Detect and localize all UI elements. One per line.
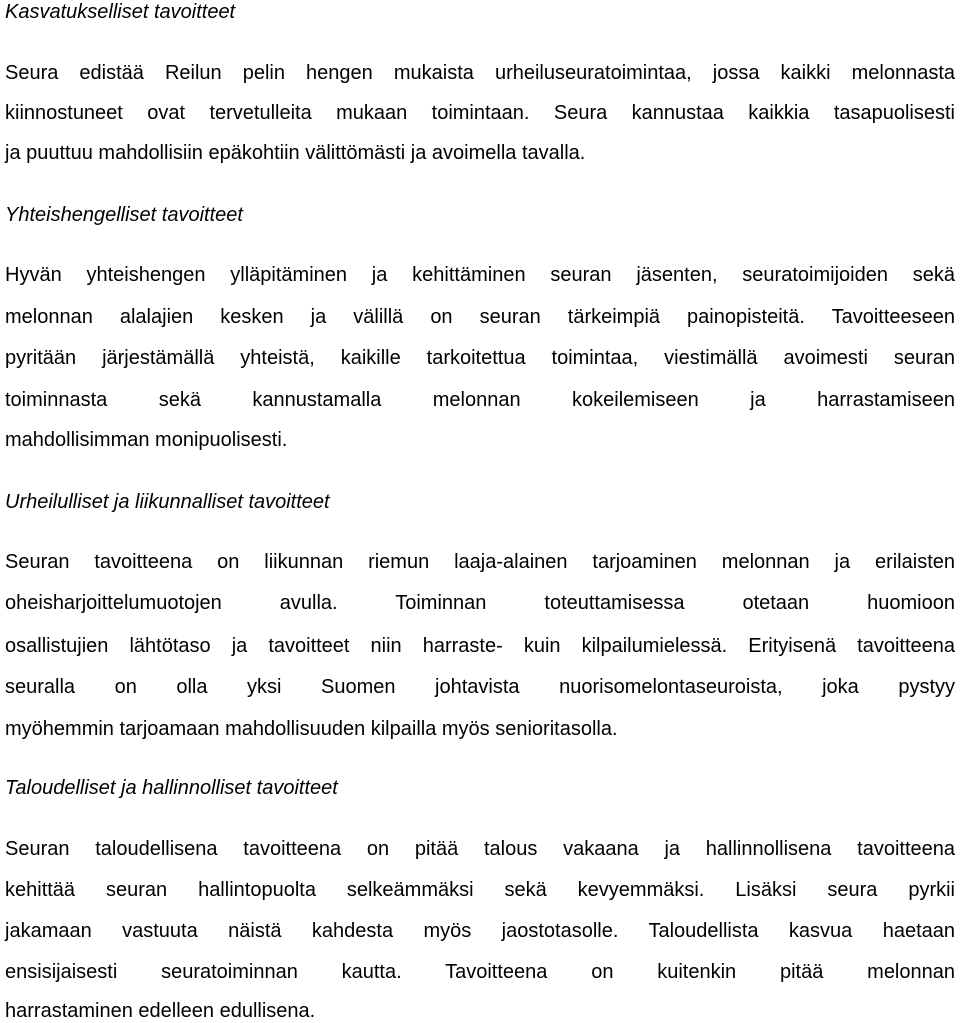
paragraph-line: Seuran taloudellisena tavoitteena on pitää talous vakaana ja hallinnollisena tavoitteena [5, 838, 955, 860]
section-heading-taloudelliset: Taloudelliset ja hallinnolliset tavoitteet [5, 777, 338, 799]
paragraph-line: jakamaan vastuuta näistä kahdesta myös jaostotasolle. Taloudellista kasvua haetaan [5, 920, 955, 942]
paragraph-line: oheisharjoittelumuotojen avulla. Toiminnan toteuttamisessa otetaan huomioon [5, 592, 955, 614]
paragraph-line: kehittää seuran hallintopuolta selkeämmäksi sekä kevyemmäksi. Lisäksi seura pyrkii [5, 879, 955, 901]
section-heading-urheilulliset: Urheilulliset ja liikunnalliset tavoitteet [5, 491, 330, 513]
paragraph-line: Hyvän yhteishengen ylläpitäminen ja kehittäminen seuran jäsenten, seuratoimijoiden sekä [5, 264, 955, 286]
paragraph-line: melonnan alalajien kesken ja välillä on seuran tärkeimpiä painopisteitä. Tavoitteeseen [5, 306, 955, 328]
section-heading-kasvatukselliset: Kasvatukselliset tavoitteet [5, 1, 236, 23]
paragraph-line: myöhemmin tarjoamaan mahdollisuuden kilpailla myös senioritasolla. [5, 718, 618, 740]
paragraph-line: Seuran tavoitteena on liikunnan riemun laaja-alainen tarjoaminen melonnan ja erilaisten [5, 551, 955, 573]
paragraph-line: ensisijaisesti seuratoiminnan kautta. Tavoitteena on kuitenkin pitää melonnan [5, 961, 955, 983]
paragraph-line: ja puuttuu mahdollisiin epäkohtiin välittömästi ja avoimella tavalla. [5, 142, 586, 164]
paragraph-line: pyritään järjestämällä yhteistä, kaikille tarkoitettua toimintaa, viestimällä avoimesti seuran [5, 347, 955, 369]
paragraph-line: kiinnostuneet ovat tervetulleita mukaan toimintaan. Seura kannustaa kaikkia tasapuolisesti [5, 102, 955, 124]
paragraph-line: osallistujien lähtötaso ja tavoitteet niin harraste- kuin kilpailumielessä. Erityisenä tavoitteena [5, 635, 955, 657]
paragraph-line: mahdollisimman monipuolisesti. [5, 429, 288, 451]
paragraph-line: harrastaminen edelleen edullisena. [5, 1000, 316, 1022]
paragraph-line: Seura edistää Reilun pelin hengen mukaista urheiluseuratoimintaa, jossa kaikki melonnasta [5, 62, 955, 84]
paragraph-line: seuralla on olla yksi Suomen johtavista nuorisomelontaseuroista, joka pystyy [5, 676, 955, 698]
section-heading-yhteishengelliset: Yhteishengelliset tavoitteet [5, 204, 243, 226]
paragraph-line: toiminnasta sekä kannustamalla melonnan kokeilemiseen ja harrastamiseen [5, 389, 955, 411]
